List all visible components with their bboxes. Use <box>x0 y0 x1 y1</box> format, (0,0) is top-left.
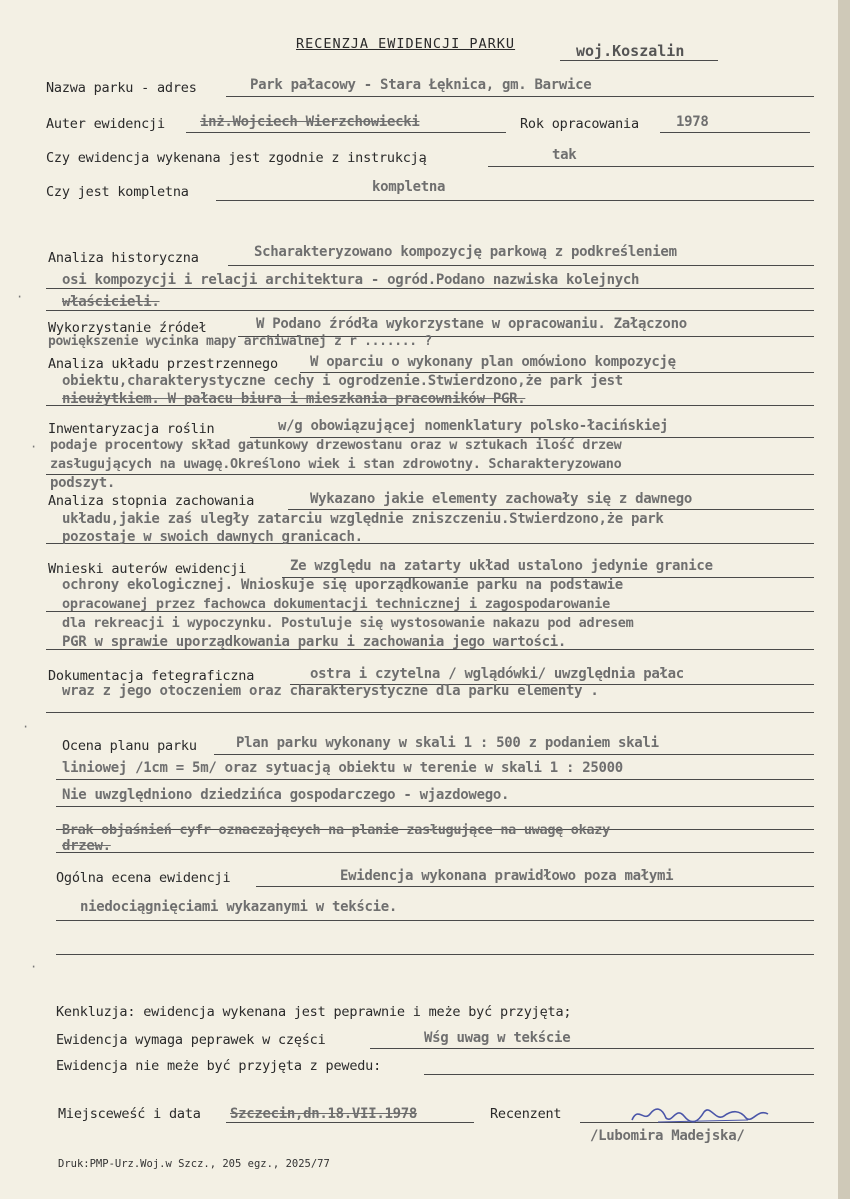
margin-dot: · <box>16 290 24 304</box>
conclusions-text-1: Ze względu na zatarty układ ustalono jedynie granice <box>290 558 713 574</box>
instruction-value: tak <box>552 147 577 163</box>
sources-label: Wykorzystanie źródeł <box>48 320 207 336</box>
preservation-text-1: Wykazano jakie elementy zachowały się z dawnego <box>310 491 693 507</box>
rejected-line <box>424 1074 814 1075</box>
plan-line-1 <box>214 754 814 755</box>
plan-text-1: Plan parku wykonany w skali 1 : 500 z podaniem skali <box>236 735 659 751</box>
form-title: RECENZJA EWIDENCJI PARKU <box>296 36 516 52</box>
plan-line-5 <box>56 852 814 853</box>
historical-text-1: Scharakteryzowano kompozycję parkową z podkreśleniem <box>254 244 677 260</box>
historical-text-3: właścicieli. <box>62 294 160 310</box>
overall-line-2 <box>56 920 814 921</box>
author-value: inż.Wojciech Wierzchowiecki <box>200 114 420 130</box>
corrections-line <box>370 1048 814 1049</box>
historical-label: Analiza historyczna <box>48 250 199 266</box>
author-line <box>186 132 506 133</box>
instruction-label: Czy ewidencja wykenana jest zgodnie z instrukcją <box>46 150 427 166</box>
park-name-value: Park pałacowy - Stara Łęknica, gm. Barwice <box>250 77 592 93</box>
place-date-line <box>226 1122 474 1123</box>
scan-edge <box>838 0 850 1199</box>
plan-text-2: liniowej /1cm = 5m/ oraz sytuacją obiektu w terenie w skali 1 : 25000 <box>62 760 623 776</box>
year-label: Rok opracowania <box>520 116 639 132</box>
conclusions-text-4: dla rekreacji i wypoczynku. Postuluje się wystosowanie nakazu pod adresem <box>62 615 634 631</box>
preservation-label: Analiza stopnia zachowania <box>48 493 255 509</box>
plan-text-5: drzew. <box>62 838 111 854</box>
inventory-text-2: podaje procentowy skład gatunkowy drzewostanu oraz w sztukach ilość drzew <box>50 437 622 453</box>
corrections-label: Ewidencja wymaga peprawek w części <box>56 1032 326 1048</box>
conclusions-label: Wnieski auterów ewidencji <box>48 561 247 577</box>
park-name-label: Nazwa parku - adres <box>46 80 197 96</box>
preservation-text-2: układu,jakie zaś uległy zatarciu względnie zniszczeniu.Stwierdzono,że park <box>62 511 664 527</box>
conclusions-text-5: PGR w sprawie uporządkowania parku i zachowania jego wartości. <box>62 634 566 650</box>
historical-line-2 <box>46 288 814 289</box>
photo-text-2: wraz z jego otoczeniem oraz charakterystyczne dla parku elementy . <box>62 683 599 699</box>
instruction-line <box>488 166 814 167</box>
inventory-text-3: zasługujących na uwagę.Określono wiek i stan zdrowotny. Scharakteryzowano <box>50 456 622 472</box>
reviewer-label: Recenzent <box>490 1106 562 1122</box>
historical-line-3 <box>46 310 814 311</box>
plan-label: Ocena planu parku <box>62 738 197 754</box>
complete-value: kompletna <box>372 179 446 195</box>
year-line <box>660 132 810 133</box>
conclusion-accepted: Kenkluzja: ewidencja wykenana jest peprawnie i meże być przyjęta; <box>56 1004 572 1020</box>
margin-dot: · <box>30 440 38 454</box>
preservation-text-3: pozostaje w swoich dawnych granicach. <box>62 529 363 545</box>
photo-line-2 <box>46 712 814 713</box>
region-value: woj.Koszalin <box>576 42 685 60</box>
inventory-text-4: podszyt. <box>50 475 116 491</box>
rejected-label: Ewidencja nie meże być przyjęta z pewedu: <box>56 1058 382 1074</box>
year-value: 1978 <box>676 114 709 130</box>
spatial-text-1: W oparciu o wykonany plan omówiono kompozycję <box>310 354 676 370</box>
park-name-line <box>226 96 814 97</box>
place-date-label: Miejsceweść i data <box>58 1106 201 1122</box>
margin-dot: · <box>22 720 30 734</box>
spatial-text-3: nieużytkiem. W pałacu biura i mieszkania pracowników PGR. <box>62 391 526 407</box>
conclusions-text-2: ochrony ekologicznej. Wnioskuje się uporządkowanie parku na podstawie <box>62 577 623 593</box>
sources-text-2: powiększenie wycinka mapy archiwalnej z r ....... ? <box>48 334 432 349</box>
historical-text-2: osi kompozycji i relacji architektura - ogród.Podano nazwiska kolejnych <box>62 272 640 288</box>
complete-label: Czy jest kompletna <box>46 184 189 200</box>
place-date-value: Szczecin,dn.18.VII.1978 <box>230 1106 417 1122</box>
print-info: Druk:PMP-Urz.Woj.w Szcz., 205 egz., 2025/77 <box>58 1158 330 1170</box>
plan-line-2 <box>56 779 814 780</box>
overall-text-2: niedociągnięciami wykazanymi w tekście. <box>80 899 398 915</box>
corrections-value: Wśg uwag w tekście <box>424 1030 571 1046</box>
overall-label: Ogólna ecena ewidencji <box>56 870 231 886</box>
overall-text-1: Ewidencja wykonana prawidłowo poza małymi <box>340 868 674 884</box>
inventory-text-1: w/g obowiązującej nomenklatury polsko-łacińskiej <box>278 418 669 434</box>
preservation-line-1 <box>288 509 814 510</box>
overall-line-3 <box>56 954 814 955</box>
sources-text-1: W Podano źródła wykorzystane w opracowaniu. Załączono <box>256 316 687 332</box>
margin-dot: · <box>30 960 38 974</box>
historical-line-1 <box>228 265 814 266</box>
plan-text-3: Nie uwzględniono dziedzińca gospodarczego - wjazdowego. <box>62 787 510 803</box>
complete-line <box>216 200 814 201</box>
spatial-label: Analiza układu przestrzennego <box>48 356 278 372</box>
spatial-text-2: obiektu,charakterystyczne cechy i ogrodzenie.Stwierdzono,że park jest <box>62 373 623 389</box>
plan-text-4: Brak objaśnień cyfr oznaczających na planie zasługujące na uwagę okazy <box>62 822 610 838</box>
inventory-label: Inwentaryzacja roślin <box>48 421 215 437</box>
photo-text-1: ostra i czytelna / wglądówki/ uwzględnia pałac <box>310 666 684 682</box>
reviewer-signature <box>628 1100 778 1130</box>
overall-line-1 <box>256 886 814 887</box>
conclusions-text-3: opracowanej przez fachowca dokumentacji technicznej i zagospodarowanie <box>62 596 610 612</box>
reviewer-name: /Lubomira Madejska/ <box>590 1128 745 1144</box>
photo-label: Dokumentacja fetegraficzna <box>48 668 255 684</box>
author-label: Auter ewidencji <box>46 116 165 132</box>
plan-line-3 <box>56 806 814 807</box>
region-line <box>560 60 718 61</box>
inventory-line-2 <box>46 474 814 475</box>
